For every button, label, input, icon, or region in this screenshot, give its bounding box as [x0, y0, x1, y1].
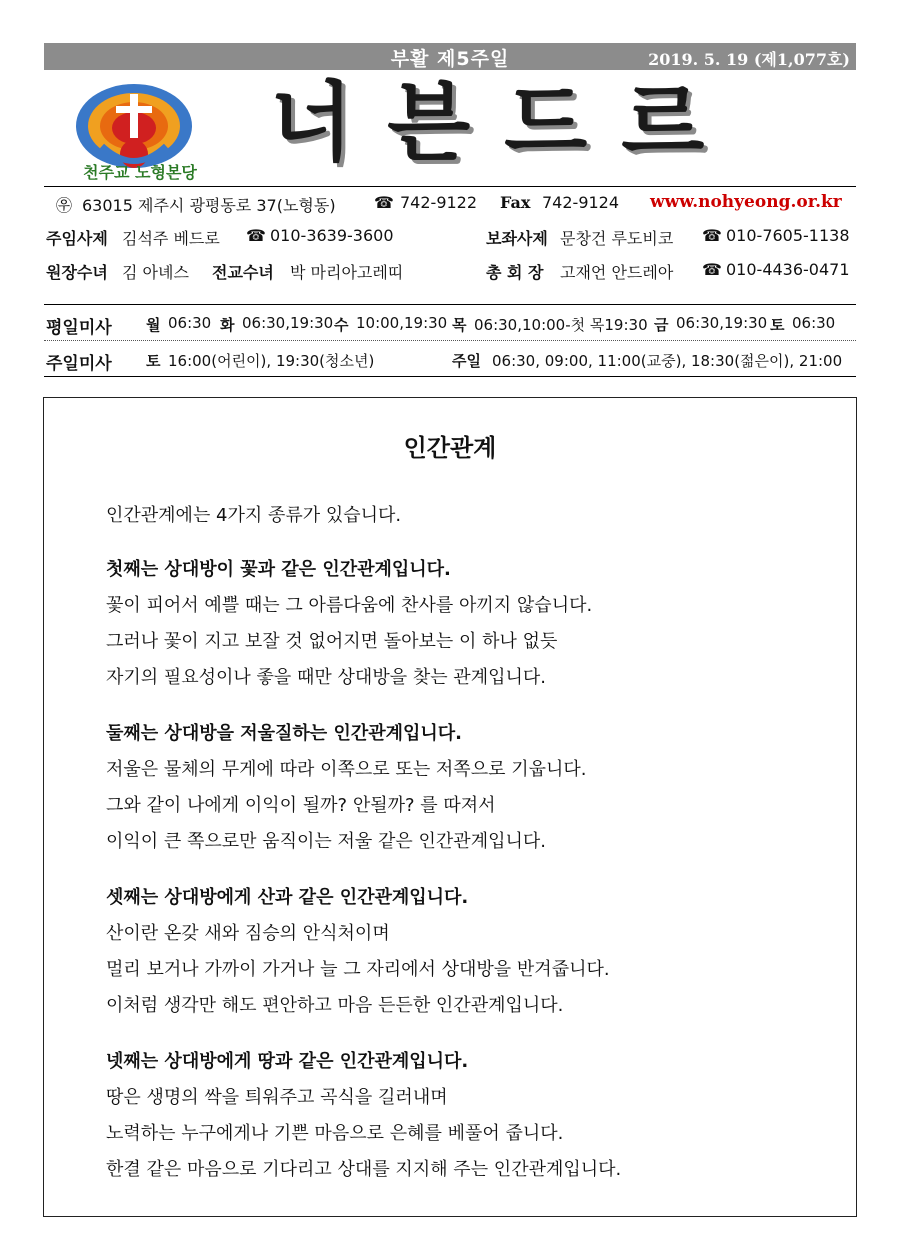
mass-day: 월 — [146, 316, 161, 334]
staff-role: 주임사제 — [46, 229, 108, 248]
mass-times: 06:30,19:30 — [242, 314, 334, 332]
mass-times: 06:30, 09:00, 11:00(교중), 18:30(젊은이), 21:00 — [492, 352, 843, 370]
mass-times: 16:00(어린이), 19:30(청소년) — [168, 352, 375, 370]
section-line: 멀리 보거나 가까이 가거나 늘 그 자리에서 상대방을 반겨줍니다. — [106, 959, 610, 980]
mass-day: 수 — [334, 316, 349, 334]
newsletter-title: 너븐드르 — [270, 73, 739, 173]
section-line: 이처럼 생각만 해도 편안하고 마음 든든한 인간관계입니다. — [106, 995, 564, 1016]
mass-times: 10:00,19:30 — [356, 314, 448, 332]
article-section — [106, 1044, 621, 1188]
staff-name: 고재언 안드레아 — [560, 263, 674, 282]
phone-icon: ☎ — [374, 193, 394, 212]
section-line: 저울은 물체의 무게에 따라 이쪽으로 또는 저쪽으로 기웁니다. — [106, 759, 587, 780]
section-line: 땅은 생명의 싹을 틔워주고 곡식을 길러내며 — [106, 1087, 448, 1108]
phone-icon: ☎ — [702, 260, 722, 279]
section-line: 그러나 꽃이 지고 보잘 것 없어지면 돌아보는 이 하나 없듯 — [106, 631, 558, 652]
phone-icon: ☎ — [246, 226, 266, 245]
section-line: 한결 같은 마음으로 기다리고 상대를 지지해 주는 인간관계입니다. — [106, 1159, 622, 1180]
divider — [44, 186, 856, 187]
section-line: 산이란 온갖 새와 짐승의 안식처이며 — [106, 923, 390, 944]
article-title: 인간관계 — [403, 434, 497, 462]
mass-day: 목 — [452, 316, 467, 334]
staff-name: 김석주 베드로 — [122, 229, 220, 248]
logo-caption: 천주교 노형본당 — [83, 163, 197, 182]
section-line: 이익이 큰 쪽으로만 움직이는 저울 같은 인간관계입니다. — [106, 831, 546, 852]
staff-phone: 010-4436-0471 — [726, 260, 850, 279]
mass-day: 토 — [770, 316, 785, 334]
mass-day: 금 — [654, 316, 669, 334]
phone: 742-9122 — [400, 193, 478, 212]
section-heading: 둘째는 상대방을 저울질하는 인간관계입니다. — [106, 723, 463, 744]
staff-role: 원장수녀 — [46, 263, 108, 282]
fax-label: Fax — [500, 193, 531, 212]
mass-times: 06:30 — [168, 314, 212, 332]
fax: 742-9124 — [542, 193, 620, 212]
mass-times: 06:30,10:00-첫 목19:30 — [474, 316, 648, 334]
staff-name: 김 아녜스 — [122, 263, 189, 282]
article-section — [106, 716, 586, 860]
section-heading: 넷째는 상대방에게 땅과 같은 인간관계입니다. — [106, 1051, 469, 1072]
article-section — [106, 552, 592, 696]
divider — [44, 304, 856, 305]
section-heading: 셋째는 상대방에게 산과 같은 인간관계입니다. — [106, 887, 469, 908]
article-section — [106, 880, 610, 1024]
section-line: 그와 같이 나에게 이익이 될까? 안될까? 를 따져서 — [106, 795, 496, 816]
header-banner — [44, 43, 856, 70]
issue-date: 2019. 5. 19 (제1,077호) — [648, 50, 850, 69]
section-line: 자기의 필요성이나 좋을 때만 상대방을 찾는 관계입니다. — [106, 667, 546, 688]
section-line: 노력하는 누구에게나 기쁜 마음으로 은혜를 베풀어 줍니다. — [106, 1123, 564, 1144]
staff-name: 문창건 루도비코 — [560, 229, 674, 248]
address: 63015 제주시 광평동로 37(노형동) — [82, 196, 336, 215]
mass-day: 토 — [146, 352, 161, 370]
sunday-mass-label: 주일미사 — [46, 354, 112, 374]
website-link[interactable]: www.nohyeong.or.kr — [650, 192, 842, 212]
staff-role: 전교수녀 — [212, 263, 274, 282]
section-heading: 첫째는 상대방이 꽃과 같은 인간관계입니다. — [106, 559, 451, 580]
liturgical-week: 부활 제5주일 — [390, 48, 510, 70]
article-intro — [106, 498, 401, 534]
divider — [44, 340, 856, 341]
weekday-mass-label: 평일미사 — [46, 318, 112, 338]
staff-phone: 010-3639-3600 — [270, 226, 394, 245]
mass-times: 06:30 — [792, 314, 836, 332]
divider — [44, 376, 856, 377]
mass-day: 주일 — [452, 352, 481, 370]
staff-name: 박 마리아고레띠 — [290, 263, 404, 282]
staff-role: 총 회 장 — [486, 263, 544, 282]
staff-phone: 010-7605-1138 — [726, 226, 850, 245]
phone-icon: ☎ — [702, 226, 722, 245]
section-line: 꽃이 피어서 예쁠 때는 그 아름다움에 찬사를 아끼지 않습니다. — [106, 595, 593, 616]
staff-role: 보좌사제 — [486, 229, 548, 248]
article-box — [43, 397, 857, 1217]
postal-icon: ㉾ — [56, 196, 73, 215]
intro-line: 인간관계에는 4가지 종류가 있습니다. — [106, 505, 402, 526]
mass-times: 06:30,19:30 — [676, 314, 768, 332]
mass-day: 화 — [220, 316, 235, 334]
